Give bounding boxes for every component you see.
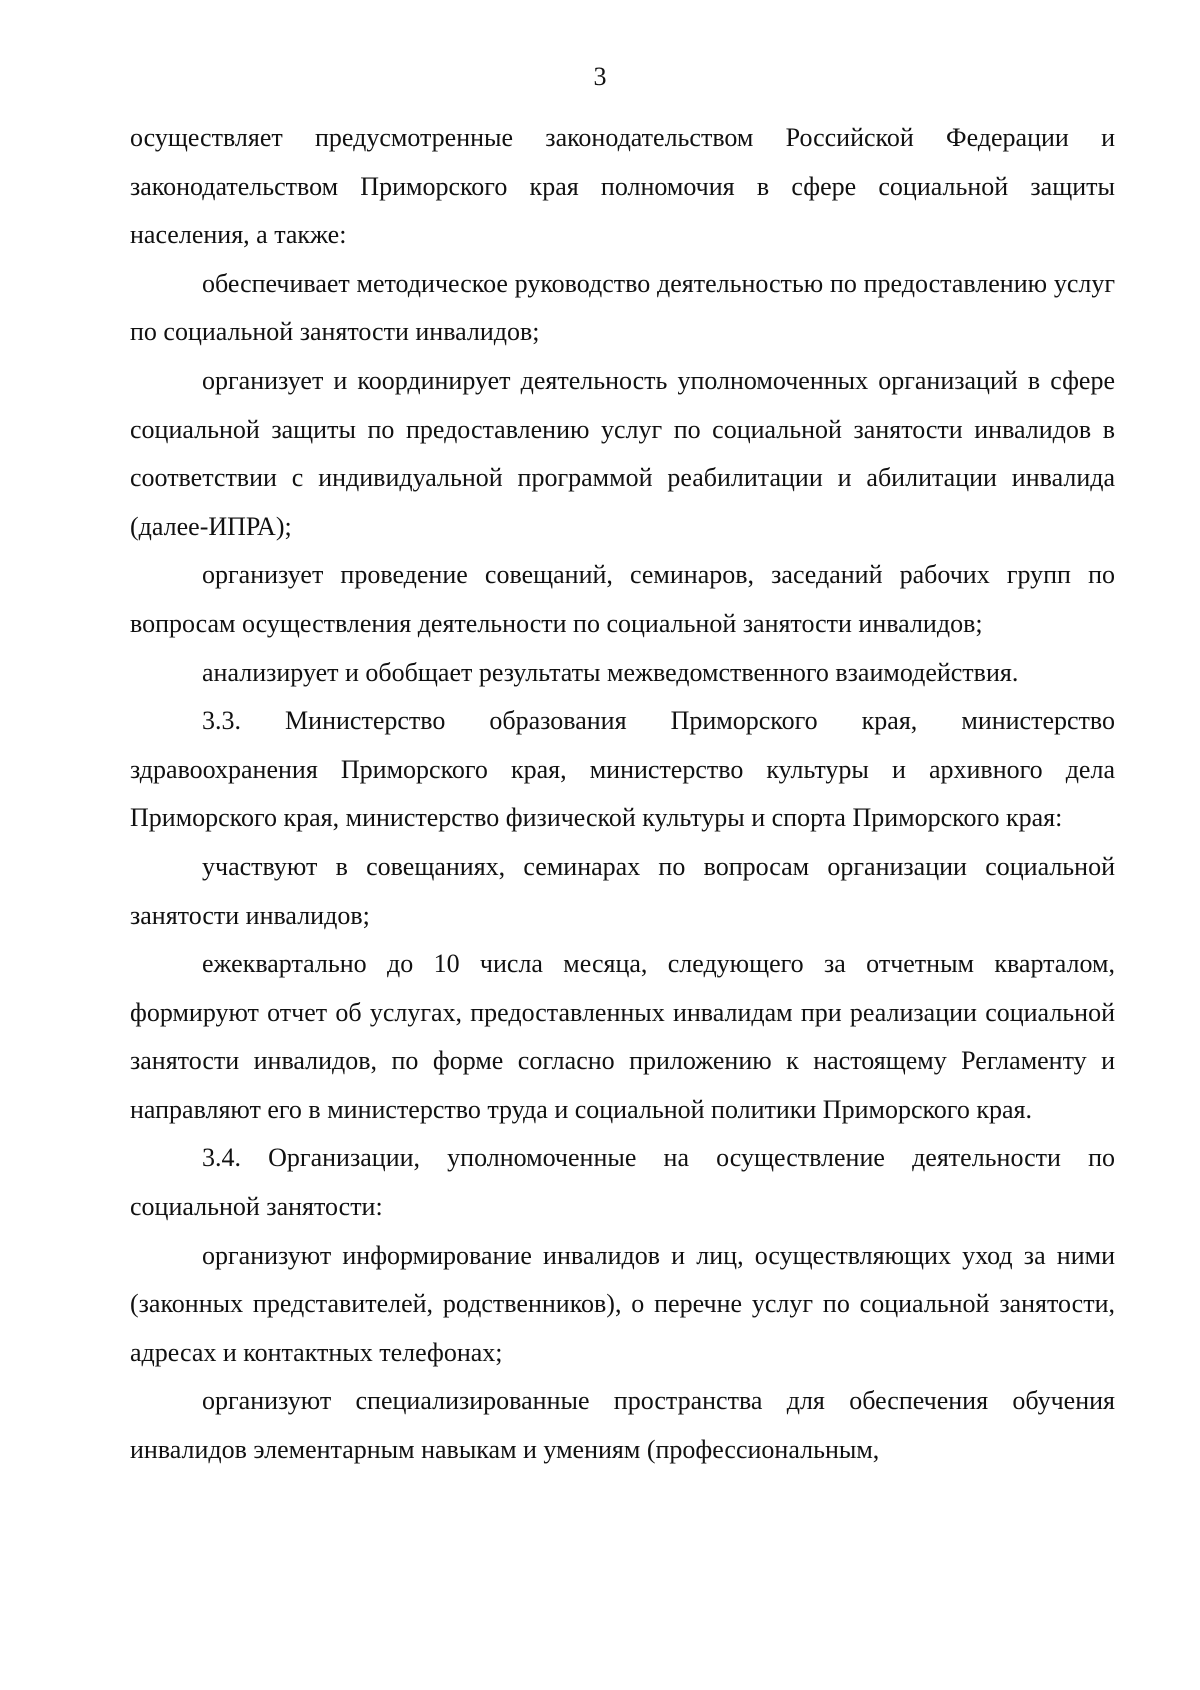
document-body (130, 114, 1115, 1475)
paragraph-methodical-guidance: обеспечивает методическое руководство деятельностью по предоставлению услуг по социальной занятости инвалидов; (130, 268, 1115, 347)
paragraph-coordination: организует и координирует деятельность уполномоченных организаций в сфере социальной защиты по предоставлению услуг по социальной занятости инвалидов в соответствии с индивидуальной программой реабилитации и абилитации инвалида (далее-ИПРА); (130, 365, 1115, 541)
paragraph-section-3-3: 3.3. Министерство образования Приморского края, министерство здравоохранения Приморского края, министерство культуры и архивного дела Приморского края, министерство физической культуры и спорта Приморского края: (130, 706, 1115, 833)
paragraph-quarterly-report: ежеквартально до 10 числа месяца, следующего за отчетным кварталом, формируют отчет об услугах, предоставленных инвалидам при реализации социальной занятости инвалидов, по форме согласно приложению к настоящему Регламенту и направляют его в министерство труда и социальной политики Приморского края. (130, 949, 1115, 1124)
paragraph-meetings: организует проведение совещаний, семинаров, заседаний рабочих групп по вопросам осуществления деятельности по социальной занятости инвалидов; (130, 560, 1115, 638)
paragraph-analysis: анализирует и обобщает результаты межведомственного взаимодействия. (202, 657, 1019, 687)
page-number: 3 (593, 62, 607, 91)
paragraph-specialized-spaces: организуют специализированные пространства для обеспечения обучения инвалидов элементарным навыкам и умениям (профессиональным, (130, 1386, 1115, 1465)
paragraph-ministry-powers: осуществляет предусмотренные законодательством Российской Федерации и законодательством Приморского края полномочия в сфере социальной защиты населения, а также: (130, 123, 1115, 250)
paragraph-informing: организуют информирование инвалидов и лиц, осуществляющих уход за ними (законных представителей, родственников), о перечне услуг по социальной занятости, адресах и контактных телефонах; (130, 1240, 1115, 1367)
paragraph-section-3-4: 3.4. Организации, уполномоченные на осуществление деятельности по социальной занятости: (130, 1143, 1115, 1222)
paragraph-participation: участвуют в совещаниях, семинарах по вопросам организации социальной занятости инвалидов; (130, 851, 1115, 930)
